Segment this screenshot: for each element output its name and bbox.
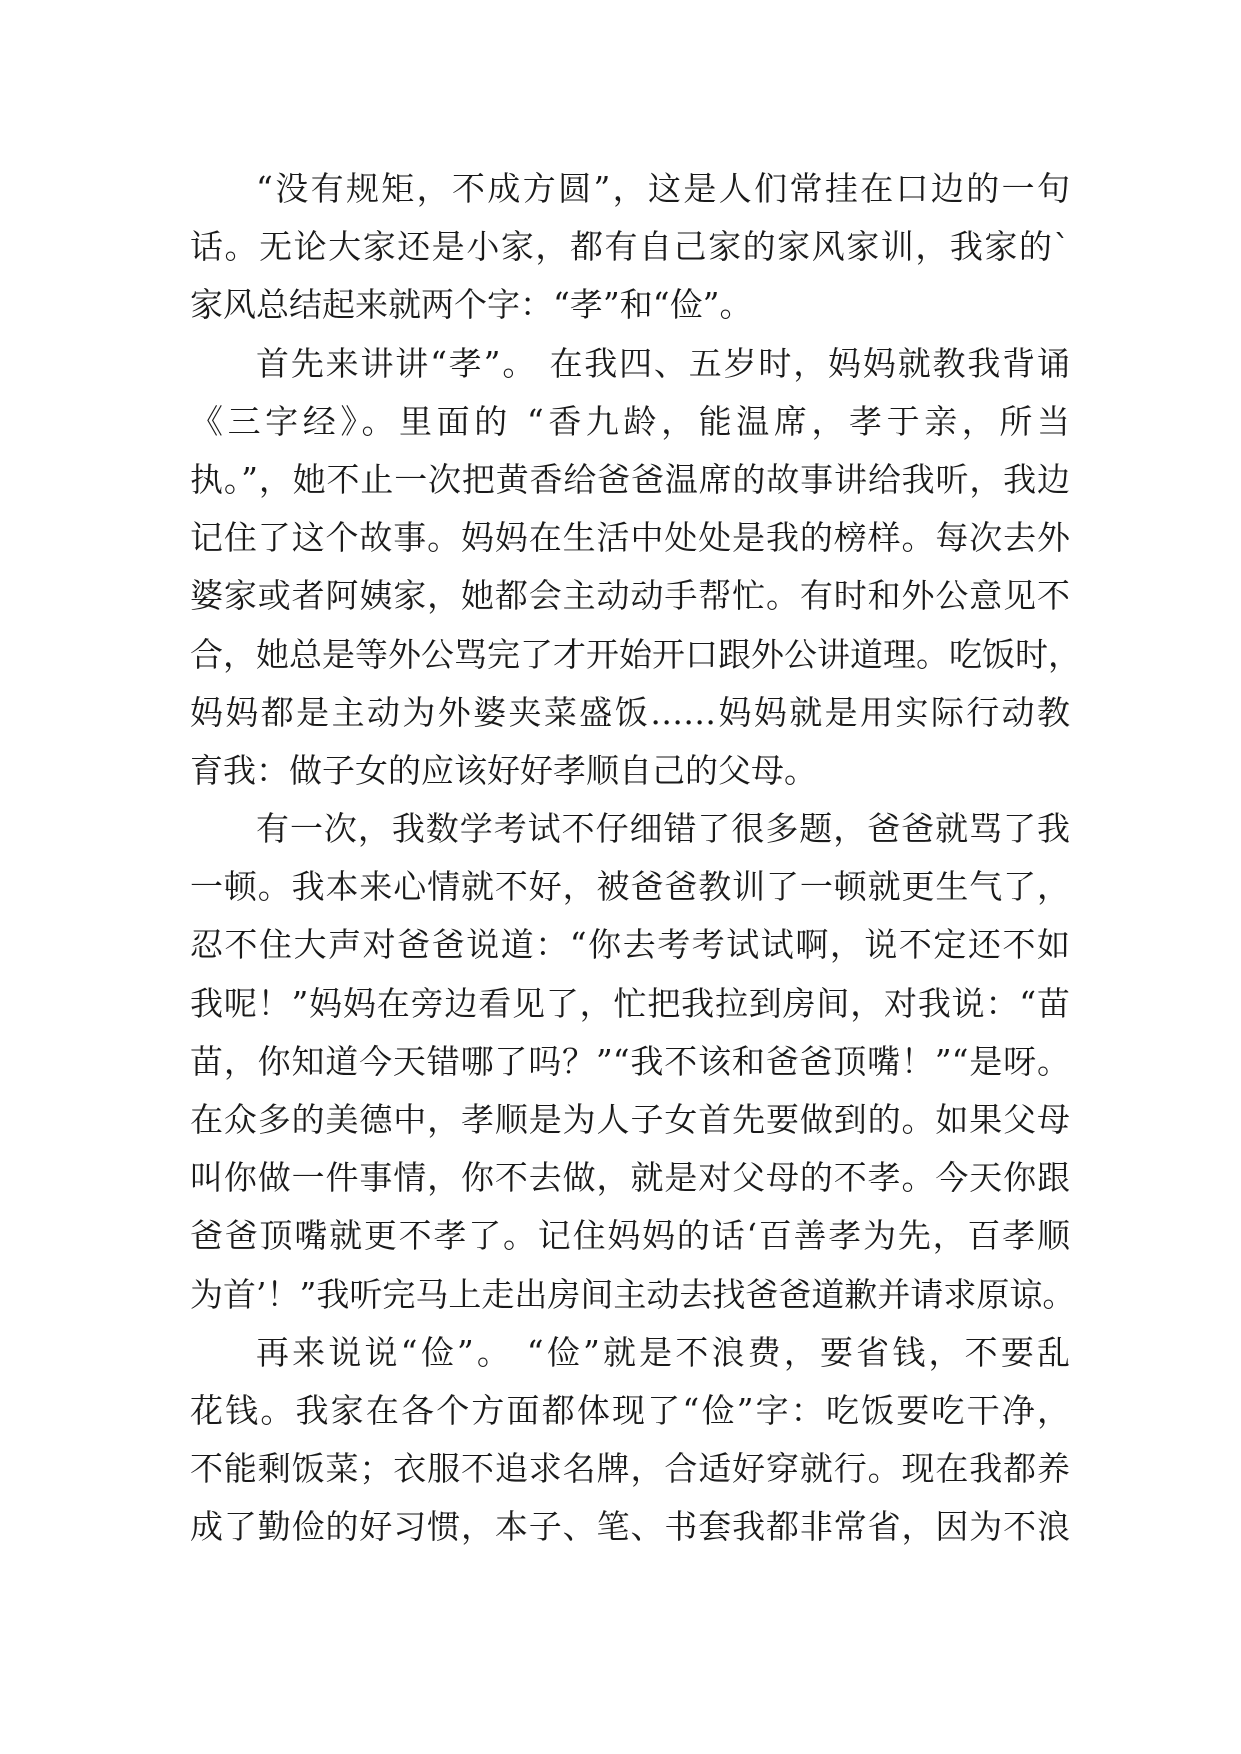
text-line: 首先来讲讲“孝”。 在我四、五岁时，妈妈就教我背诵 — [256, 343, 1070, 383]
article-body — [190, 160, 1081, 1557]
text-line: 我呢！”妈妈在旁边看见了，忙把我拉到房间，对我说：“苗 — [190, 983, 1070, 1023]
text-line: 花钱。我家在各个方面都体现了“俭”字：吃饭要吃干净， — [190, 1390, 1070, 1430]
text-line: 执。”，她不止一次把黄香给爸爸温席的故事讲给我听，我边 — [190, 459, 1070, 499]
text-line: 育我：做子女的应该好好孝顺自己的父母。 — [190, 750, 817, 790]
text-line: 记住了这个故事。妈妈在生活中处处是我的榜样。每次去外 — [190, 518, 1070, 558]
paragraph — [190, 800, 1076, 1324]
text-line: 话。无论大家还是小家，都有自己家的家风家训，我家的` — [190, 227, 1070, 267]
text-line: 家风总结起来就两个字：“孝”和“俭”。 — [190, 285, 753, 325]
text-line: 再来说说“俭”。 “俭”就是不浪费，要省钱，不要乱 — [256, 1332, 1070, 1372]
text-line: 叫你做一件事情，你不去做，就是对父母的不孝。今天你跟 — [190, 1158, 1070, 1198]
text-line: 苗，你知道今天错哪了吗？”“我不该和爸爸顶嘴！”“是呀。 — [190, 1041, 1070, 1081]
paragraph — [190, 1324, 1070, 1557]
text-line: 有一次，我数学考试不仔细错了很多题，爸爸就骂了我 — [256, 809, 1070, 849]
text-line: 不能剩饭菜；衣服不追求名牌，合适好穿就行。现在我都养 — [190, 1449, 1070, 1489]
text-line: 婆家或者阿姨家，她都会主动动手帮忙。有时和外公意见不 — [190, 576, 1070, 616]
text-line: 妈妈都是主动为外婆夹菜盛饭……妈妈就是用实际行动教 — [190, 692, 1070, 732]
text-line: 忍不住大声对爸爸说道：“你去考考试试啊，说不定还不如 — [190, 925, 1070, 965]
paragraph — [190, 160, 1070, 335]
paragraph — [190, 335, 1081, 801]
text-line: 《三字经》。里面的 “香九龄，能温席，孝于亲，所当 — [190, 401, 1070, 441]
text-line: 为首’！”我听完马上走出房间主动去找爸爸道歉并请求原谅。 — [190, 1274, 1076, 1314]
text-line: 一顿。我本来心情就不好，被爸爸教训了一顿就更生气了， — [190, 867, 1070, 907]
text-line: 爸爸顶嘴就更不孝了。记住妈妈的话‘百善孝为先，百孝顺 — [190, 1216, 1070, 1256]
text-line: 合，她总是等外公骂完了才开始开口跟外公讲道理。吃饭时， — [190, 634, 1081, 674]
text-line: 在众多的美德中，孝顺是为人子女首先要做到的。如果父母 — [190, 1100, 1070, 1139]
text-line: 成了勤俭的好习惯，本子、笔、书套我都非常省，因为不浪 — [190, 1507, 1070, 1547]
text-line: “没有规矩，不成方圆”，这是人们常挂在口边的一句 — [256, 169, 1070, 208]
